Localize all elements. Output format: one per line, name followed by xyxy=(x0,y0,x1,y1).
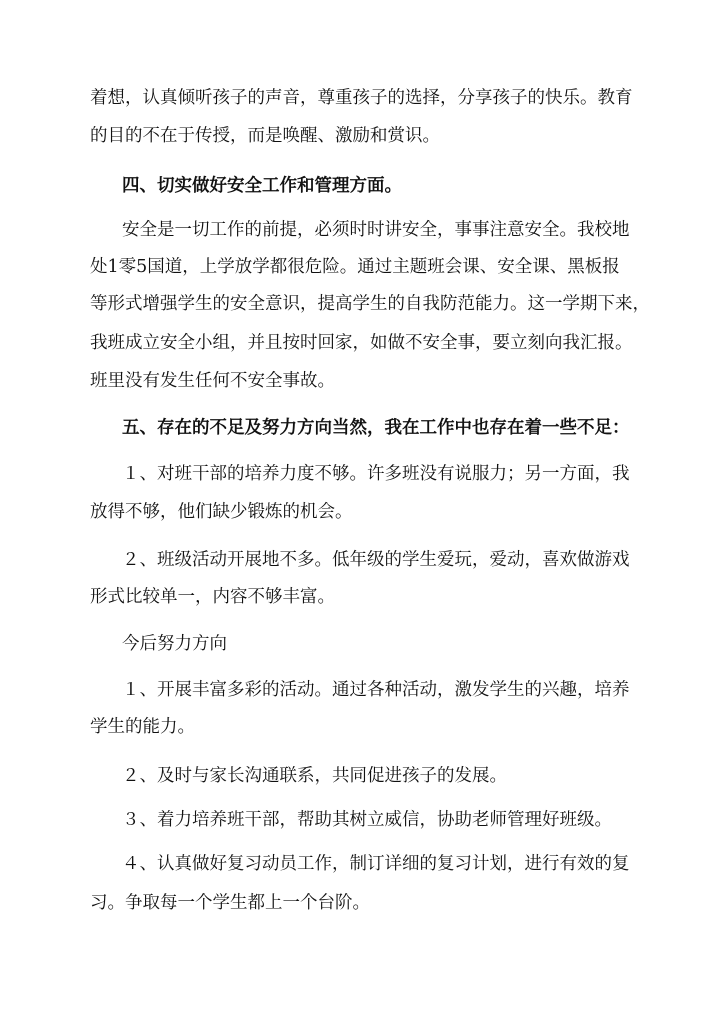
paragraph-line: 安全是一切工作的前提，必须时时讲安全，事事注意安全。我校地 xyxy=(122,220,630,240)
list-item-line: 学生的能力。 xyxy=(90,717,195,737)
section-heading: 五、存在的不足及努力方向当然，我在工作中也存在着一些不足： xyxy=(122,418,630,438)
list-item-line: ２、及时与家长沟通联系，共同促进孩子的发展。 xyxy=(122,766,507,786)
list-item-line: ４、认真做好复习动员工作，制订详细的复习计划，进行有效的复 xyxy=(122,854,630,874)
paragraph-line: 着想，认真倾听孩子的声音，尊重孩子的选择，分享孩子的快乐。教育 xyxy=(90,88,633,108)
list-item-line: ２、班级活动开展地不多。低年级的学生爱玩，爱动，喜欢做游戏 xyxy=(122,550,630,570)
paragraph-line: 等形式增强学生的安全意识，提高学生的自我防范能力。这一学期下来， xyxy=(90,294,650,314)
section-heading: 四、切实做好安全工作和管理方面。 xyxy=(122,176,402,196)
paragraph-line: 处1零5国道，上学放学都很危险。通过主题班会课、安全课、黑板报 xyxy=(90,257,620,277)
list-item-line: ３、着力培养班干部，帮助其树立威信，协助老师管理好班级。 xyxy=(122,810,612,830)
list-item-line: １、开展丰富多彩的活动。通过各种活动，激发学生的兴趣，培养 xyxy=(122,680,630,700)
list-item-line: １、对班干部的培养力度不够。许多班没有说服力；另一方面，我 xyxy=(122,464,630,484)
paragraph-line: 的目的不在于传授，而是唤醒、激励和赏识。 xyxy=(90,126,440,146)
list-item-line: 习。争取每一个学生都上一个台阶。 xyxy=(90,893,370,913)
paragraph-line: 班里没有发生任何不安全事故。 xyxy=(90,371,335,391)
paragraph-line: 我班成立安全小组，并且按时回家，如做不安全事，要立刻向我汇报。 xyxy=(90,333,633,353)
list-item-line: 形式比较单一，内容不够丰富。 xyxy=(90,587,335,607)
list-item-line: 放得不够，他们缺少锻炼的机会。 xyxy=(90,502,353,522)
subheading: 今后努力方向 xyxy=(122,634,227,654)
